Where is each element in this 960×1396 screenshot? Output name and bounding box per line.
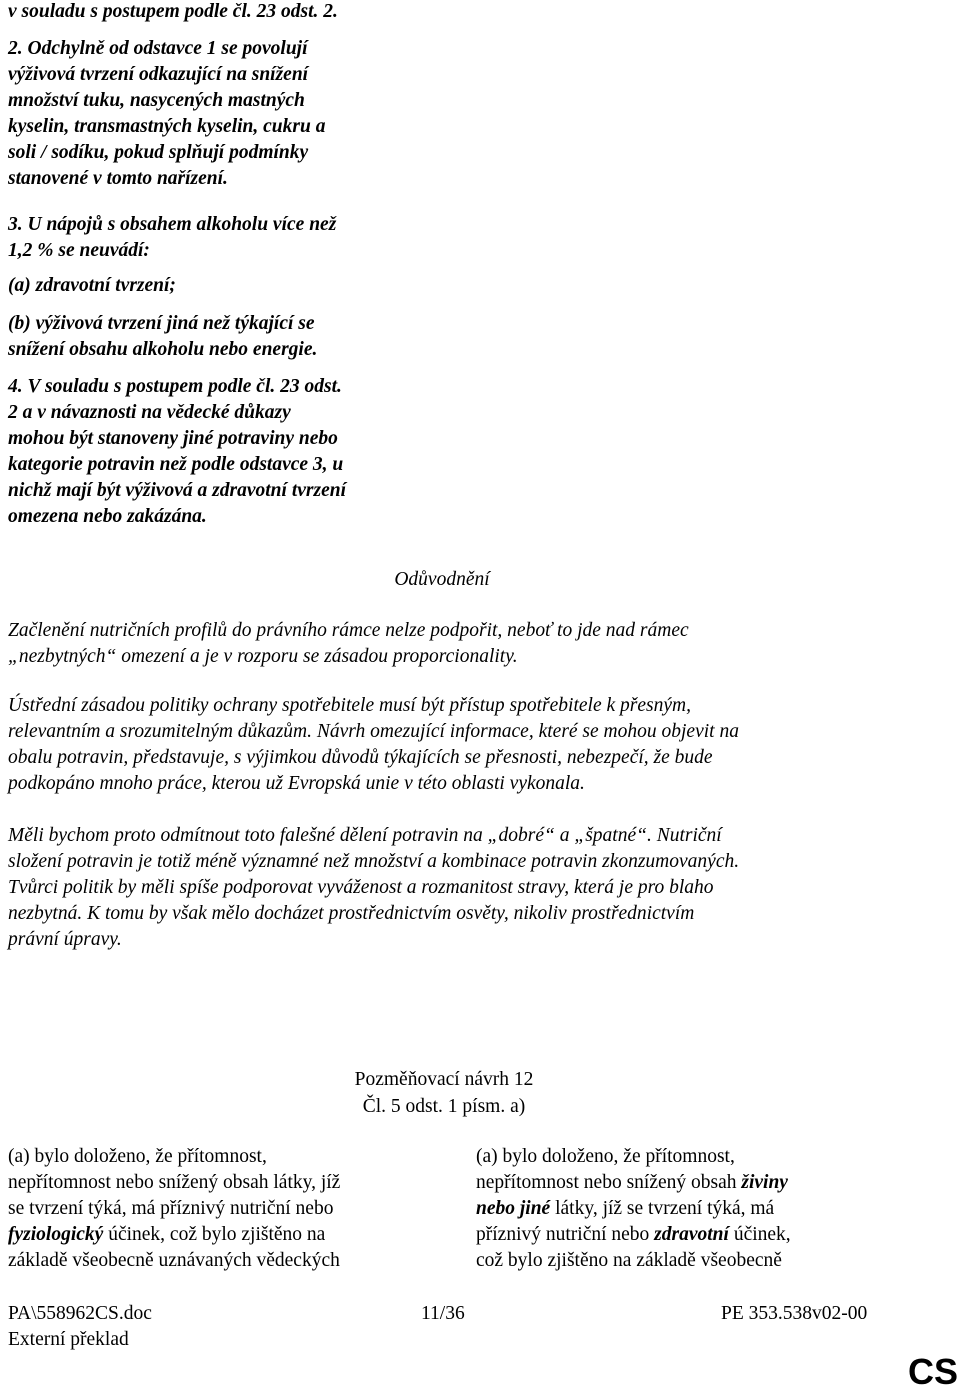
text-line: právní úpravy. (8, 929, 122, 950)
text-line: podkopáno mnoho práce, kterou už Evropská unie v této oblasti vykonala. (8, 773, 585, 794)
original-text-column (8, 1144, 448, 1274)
text-line: omezena nebo zakázána. (8, 506, 207, 527)
text-line: Měli bychom proto odmítnout toto falešné dělení potravin na „dobré“ a „špatné“. Nutriční (8, 825, 722, 846)
item-a: (a) zdravotní tvrzení; (8, 275, 176, 296)
text-line: obalu potravin, představuje, s výjimkou důvodů týkajících se přesnosti, nebezpečí, že bude (8, 747, 713, 768)
text-line: nepřítomnost nebo snížený obsah látky, jíž (8, 1172, 341, 1193)
text-line (476, 1196, 916, 1222)
text-line: (b) výživová tvrzení jiná než týkající se (8, 313, 315, 334)
text-line: mohou být stanoveny jiné potraviny nebo (8, 428, 338, 449)
text-line: 1,2 % se neuvádí: (8, 240, 150, 261)
paragraph-3 (8, 212, 428, 264)
text-line (476, 1170, 916, 1196)
inserted-text: zdravotní (654, 1224, 729, 1245)
text-line: relevantním a srozumitelným důkazům. Návrh omezující informace, které se mohou objevit na (8, 721, 739, 742)
text-line: kategorie potravin než podle odstavce 3, u (8, 454, 344, 475)
inserted-text: nebo jiné (476, 1198, 551, 1219)
amended-text-column (476, 1144, 916, 1274)
language-code: CS (907, 1351, 958, 1392)
paragraph-4 (8, 374, 428, 530)
text-span: účinek, (728, 1224, 791, 1245)
amendment-continued-line: v souladu s postupem podle čl. 23 odst. 2. (8, 1, 338, 22)
text-line: 3. U nápojů s obsahem alkoholu více než (8, 214, 337, 235)
pe-reference: PE 353.538v02-00 (721, 1303, 868, 1324)
justification-paragraph-2 (8, 693, 908, 797)
text-line: základě všeobecně uznávaných vědeckých (8, 1250, 340, 1271)
amendment-title: Pozměňovací návrh 12 (354, 1069, 534, 1090)
justification-paragraph-3 (8, 823, 908, 953)
text-line: „nezbytných“ omezení a je v rozporu se zásadou proporcionality. (8, 646, 518, 667)
text-line: kyselin, transmastných kyselin, cukru a (8, 116, 326, 137)
text-line: (a) bylo doloženo, že přítomnost, (8, 1146, 267, 1167)
text-line: 2 a v návaznosti na vědecké důkazy (8, 402, 291, 423)
text-line: což bylo zjištěno na základě všeobecně (476, 1250, 782, 1271)
text-line: 4. V souladu s postupem podle čl. 23 odst. (8, 376, 342, 397)
text-line: Ústřední zásadou politiky ochrany spotřebitele musí být přístup spotřebitele k přesným, (8, 695, 691, 716)
text-line: množství tuku, nasycených mastných (8, 90, 305, 111)
amendment-reference: Čl. 5 odst. 1 písm. a) (362, 1096, 526, 1117)
justification-heading: Odůvodnění (394, 569, 490, 590)
text-line (476, 1222, 916, 1248)
text-line: výživová tvrzení odkazující na snížení (8, 64, 309, 85)
page-number: 11/36 (421, 1303, 465, 1324)
text-span: příznivý nutriční nebo (476, 1224, 655, 1245)
text-line: snížení obsahu alkoholu nebo energie. (8, 339, 318, 360)
text-line: Tvůrci politik by měli spíše podporovat vyváženost a rozmanitost stravy, která je pro blaho (8, 877, 714, 898)
paragraph-2 (8, 36, 428, 192)
text-line (8, 1222, 448, 1248)
justification-paragraph-1 (8, 618, 908, 670)
inserted-text: živiny (741, 1172, 788, 1193)
text-line: se tvrzení týká, má příznivý nutriční nebo (8, 1198, 334, 1219)
deleted-text: fyziologický (8, 1224, 104, 1245)
page-footer (0, 1301, 960, 1327)
text-line: nichž mají být výživová a zdravotní tvrzení (8, 480, 346, 501)
text-line: složení potravin je totiž méně významné než množství a kombinace potravin zkonzumovaných. (8, 851, 740, 872)
text-line: nezbytná. K tomu by však mělo docházet prostřednictvím osvěty, nikoliv prostřednictvím (8, 903, 695, 924)
text-line: soli / sodíku, pokud splňují podmínky (8, 142, 309, 163)
text-span: účinek, což bylo zjištěno na (103, 1224, 326, 1245)
text-line: (a) bylo doloženo, že přítomnost, (476, 1146, 735, 1167)
translation-label: Externí překlad (8, 1329, 129, 1350)
text-line: Začlenění nutričních profilů do právního rámce nelze podpořit, neboť to jde nad rámec (8, 620, 689, 641)
text-span: látky, jíž se tvrzení týká, má (550, 1198, 775, 1219)
item-b (8, 311, 428, 363)
text-line: 2. Odchylně od odstavce 1 se povolují (8, 38, 308, 59)
text-span: nepřítomnost nebo snížený obsah (476, 1172, 742, 1193)
text-line: stanovené v tomto nařízení. (8, 168, 228, 189)
document-id: PA\558962CS.doc (8, 1303, 152, 1324)
